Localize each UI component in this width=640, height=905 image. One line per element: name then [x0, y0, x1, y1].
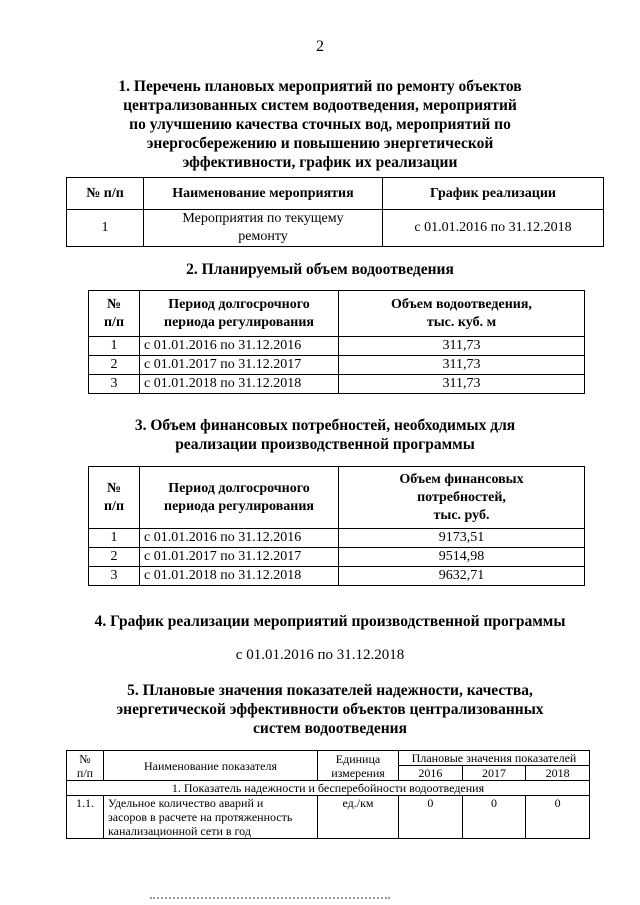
header-line: Объем финансовых	[399, 471, 524, 487]
section1-title-line: 1. Перечень плановых мероприятий по ремонту объектов	[118, 78, 522, 95]
header-planned: Плановые значения показателей	[399, 751, 590, 766]
cell-num: 1	[67, 210, 144, 247]
header-line: Период долгосрочного	[168, 296, 310, 312]
cell-period: с 01.01.2016 по 31.12.2016	[140, 529, 339, 548]
header-finance	[339, 467, 585, 529]
cell-num: 1	[89, 529, 140, 548]
header-line: №	[106, 480, 122, 496]
cell-indicator-line: Удельное количество аварий и	[108, 796, 264, 810]
header-line: п/п	[76, 765, 94, 780]
section1-title	[80, 77, 560, 172]
section4-title-text: 4. График реализации мероприятий производственной программы	[94, 613, 566, 630]
cell-value-2016: 0	[399, 796, 463, 839]
section3-title-line: реализации производственной программы	[175, 436, 475, 453]
header-year: 2016	[399, 766, 463, 781]
section5-title	[70, 681, 590, 738]
section2-title-text: 2. Планируемый объем водоотведения	[186, 261, 454, 278]
header-num	[89, 467, 140, 529]
cell-value: 9632,71	[339, 567, 585, 586]
header-year: 2017	[462, 766, 526, 781]
section3-title-line: 3. Объем финансовых потребностей, необходимых для	[134, 417, 516, 434]
section5-table	[66, 750, 590, 839]
cell-name-line: ремонту	[238, 229, 288, 244]
section2-table	[88, 290, 585, 394]
table-row	[89, 375, 585, 394]
section3-title	[80, 416, 570, 454]
table-row	[89, 548, 585, 567]
header-line: №	[106, 296, 122, 312]
table-row	[89, 529, 585, 548]
section5-title-line: энергетической эффективности объектов централизованных	[116, 701, 544, 718]
header-name: Наименование мероприятия	[144, 178, 383, 210]
cell-value: 9514,98	[339, 548, 585, 567]
section1-title-line: централизованных систем водоотведения, мероприятий	[123, 97, 517, 114]
cell-period: с 01.01.2017 по 31.12.2017	[140, 548, 339, 567]
header-period	[140, 291, 339, 337]
cell-value: 311,73	[339, 375, 585, 394]
section1-title-line: энергосбережению и повышению энергетической	[146, 135, 494, 152]
section1-title-line: по улучшению качества сточных вод, мероприятий по	[129, 116, 511, 133]
section1-table	[66, 177, 604, 247]
cell-indicator-line: канализационной сети в год	[108, 824, 251, 838]
header-line: Период долгосрочного	[168, 480, 310, 496]
header-period	[140, 467, 339, 529]
cell-num: 1.1.	[67, 796, 104, 839]
cell-num: 1	[89, 337, 140, 356]
section5-title-line: систем водоотведения	[253, 720, 407, 737]
section2-title	[80, 260, 560, 279]
cell-schedule: с 01.01.2016 по 31.12.2018	[383, 210, 604, 247]
table-row	[67, 210, 604, 247]
cell-indicator	[104, 796, 318, 839]
section4-title	[40, 612, 620, 631]
header-line: Объем водоотведения,	[391, 296, 532, 312]
cell-num: 2	[89, 548, 140, 567]
section3-table	[88, 466, 585, 586]
table-row	[89, 567, 585, 586]
group-title: 1. Показатель надежности и бесперебойности водоотведения	[67, 781, 590, 796]
cell-period: с 01.01.2018 по 31.12.2018	[140, 375, 339, 394]
table-row	[89, 337, 585, 356]
table-row	[89, 356, 585, 375]
cell-value-2017: 0	[462, 796, 526, 839]
header-num	[89, 291, 140, 337]
cell-value: 9173,51	[339, 529, 585, 548]
section4-schedule: с 01.01.2016 по 31.12.2018	[235, 647, 405, 663]
header-volume	[339, 291, 585, 337]
header-line: потребностей,	[417, 489, 506, 505]
table-row	[67, 796, 590, 839]
scan-artifact	[150, 897, 390, 903]
section1-title-line: эффективности, график их реализации	[182, 154, 458, 171]
header-unit	[318, 751, 399, 781]
cell-num: 3	[89, 375, 140, 394]
cell-value-2018: 0	[526, 796, 590, 839]
cell-indicator-line: засоров в расчете на протяженность	[108, 810, 293, 824]
header-line: периода регулирования	[164, 314, 314, 330]
header-line: Единица	[335, 751, 381, 766]
page-number: 2	[316, 38, 324, 55]
header-line: п/п	[103, 314, 125, 330]
cell-value: 311,73	[339, 356, 585, 375]
section5-title-line: 5. Плановые значения показателей надежности, качества,	[127, 682, 533, 699]
header-indicator: Наименование показателя	[104, 751, 318, 781]
cell-name	[144, 210, 383, 247]
header-num	[67, 751, 104, 781]
cell-num: 2	[89, 356, 140, 375]
header-line: тыс. руб.	[433, 507, 490, 523]
header-num: № п/п	[67, 178, 144, 210]
cell-period: с 01.01.2016 по 31.12.2016	[140, 337, 339, 356]
cell-name-line: Мероприятия по текущему	[182, 211, 344, 226]
cell-period: с 01.01.2018 по 31.12.2018	[140, 567, 339, 586]
cell-num: 3	[89, 567, 140, 586]
header-year: 2018	[526, 766, 590, 781]
cell-unit: ед./км	[318, 796, 399, 839]
header-line: периода регулирования	[164, 498, 314, 514]
header-line: п/п	[103, 498, 125, 514]
cell-value: 311,73	[339, 337, 585, 356]
header-schedule: График реализации	[383, 178, 604, 210]
header-line: измерения	[331, 765, 385, 780]
header-line: №	[79, 751, 91, 766]
cell-period: с 01.01.2017 по 31.12.2017	[140, 356, 339, 375]
header-line: тыс. куб. м	[426, 314, 497, 330]
